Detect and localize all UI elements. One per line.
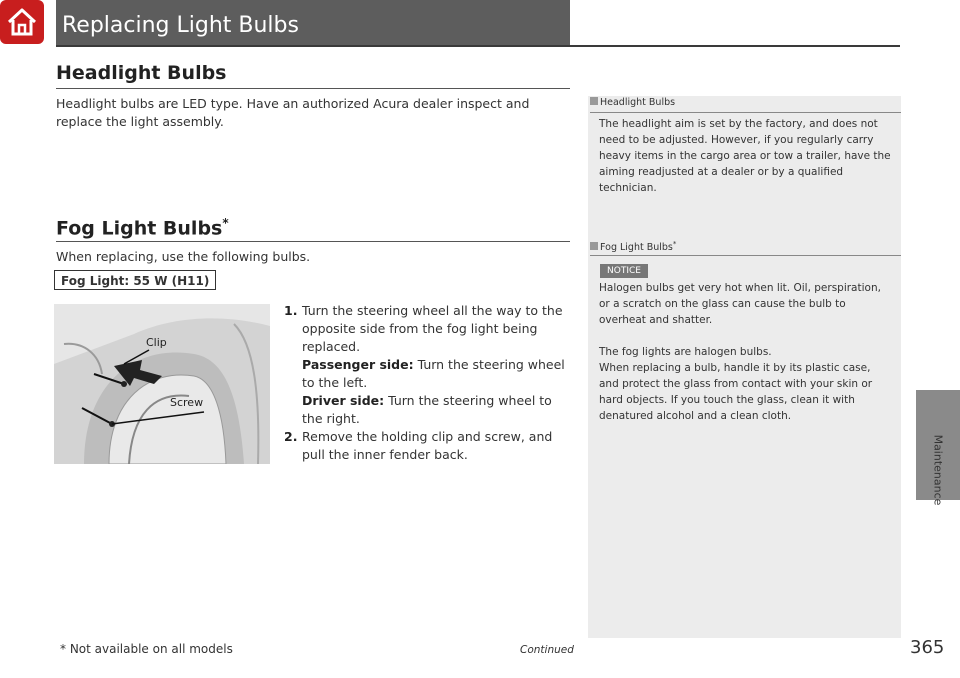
- step-number: 1.: [284, 303, 298, 318]
- notice-badge: NOTICE: [600, 264, 648, 278]
- step-text: Turn the steering wheel all the way to the opposite side from the fog light being replaced.: [302, 303, 563, 354]
- note-marker-icon: [590, 242, 598, 250]
- headlight-heading: Headlight Bulbs: [56, 62, 227, 84]
- headlight-rule: [56, 88, 570, 89]
- fog-note-notice-body: Halogen bulbs get very hot when lit. Oil, perspiration, or a scratch on the glass can cause the bulb to overheat and shatter.: [599, 282, 881, 326]
- fog-heading: [56, 216, 229, 239]
- note-marker-icon: [590, 97, 598, 105]
- clip-label: Clip: [146, 336, 167, 349]
- bulb-spec-box: Fog Light: 55 W (H11): [54, 270, 216, 290]
- fog-light-figure: [54, 304, 270, 464]
- home-icon: [0, 0, 44, 44]
- headlight-body: Headlight bulbs are LED type. Have an authorized Acura dealer inspect and replace the light assembly.: [56, 96, 530, 129]
- page-number: 365: [910, 637, 945, 658]
- headlight-note-rule: [590, 112, 901, 113]
- fender-illustration: [54, 304, 270, 464]
- fog-heading-text: Fog Light Bulbs: [56, 217, 223, 240]
- fog-note-head-text: Fog Light Bulbs: [600, 242, 673, 254]
- fog-note-head: [590, 240, 676, 253]
- continued-label: Continued: [520, 644, 574, 656]
- step-sub-item: [302, 356, 572, 392]
- section-tab-label: Maintenance: [931, 434, 945, 506]
- fog-note-body-1: The fog lights are halogen bulbs.: [599, 346, 772, 358]
- fog-rule: [56, 241, 570, 242]
- headlight-note-head-text: Headlight Bulbs: [600, 97, 676, 108]
- home-button[interactable]: [0, 0, 44, 44]
- fog-note-rule: [590, 255, 901, 256]
- fog-heading-mark: *: [222, 216, 229, 230]
- step-sub-item: [302, 392, 572, 428]
- page-title: Replacing Light Bulbs: [62, 13, 299, 38]
- step-sub-text: Turn the steering wheel to the left.: [302, 357, 565, 390]
- footnote: * Not available on all models: [60, 642, 233, 656]
- step-item: [284, 428, 572, 464]
- step-item: [284, 302, 572, 428]
- step-content: [302, 302, 572, 428]
- step-sub-text: Turn the steering wheel to the right.: [302, 393, 552, 426]
- headlight-note-body: The headlight aim is set by the factory, and does not need to be adjusted. However, if you regularly carry heavy items in the cargo area or tow a trailer, have the aiming readjusted at a dealer or by a qualified technician.: [599, 118, 891, 194]
- title-rule: [56, 45, 900, 47]
- fog-note-body-2: When replacing a bulb, handle it by its plastic case, and protect the glass from contact with your skin or hard objects. If you touch the glass, clean it with denatured alcohol and a clean cloth.: [599, 362, 873, 422]
- step-sub-label: Passenger side:: [302, 357, 414, 372]
- fog-intro: When replacing, use the following bulbs.: [56, 249, 311, 264]
- fog-note-head-mark: *: [672, 240, 677, 248]
- step-text: Remove the holding clip and screw, and pull the inner fender back.: [302, 429, 553, 462]
- steps-list: [284, 302, 572, 464]
- step-number: 2.: [284, 429, 298, 444]
- step-sub-label: Driver side:: [302, 393, 385, 408]
- screw-label: Screw: [170, 396, 204, 409]
- headlight-note-head: [590, 97, 675, 108]
